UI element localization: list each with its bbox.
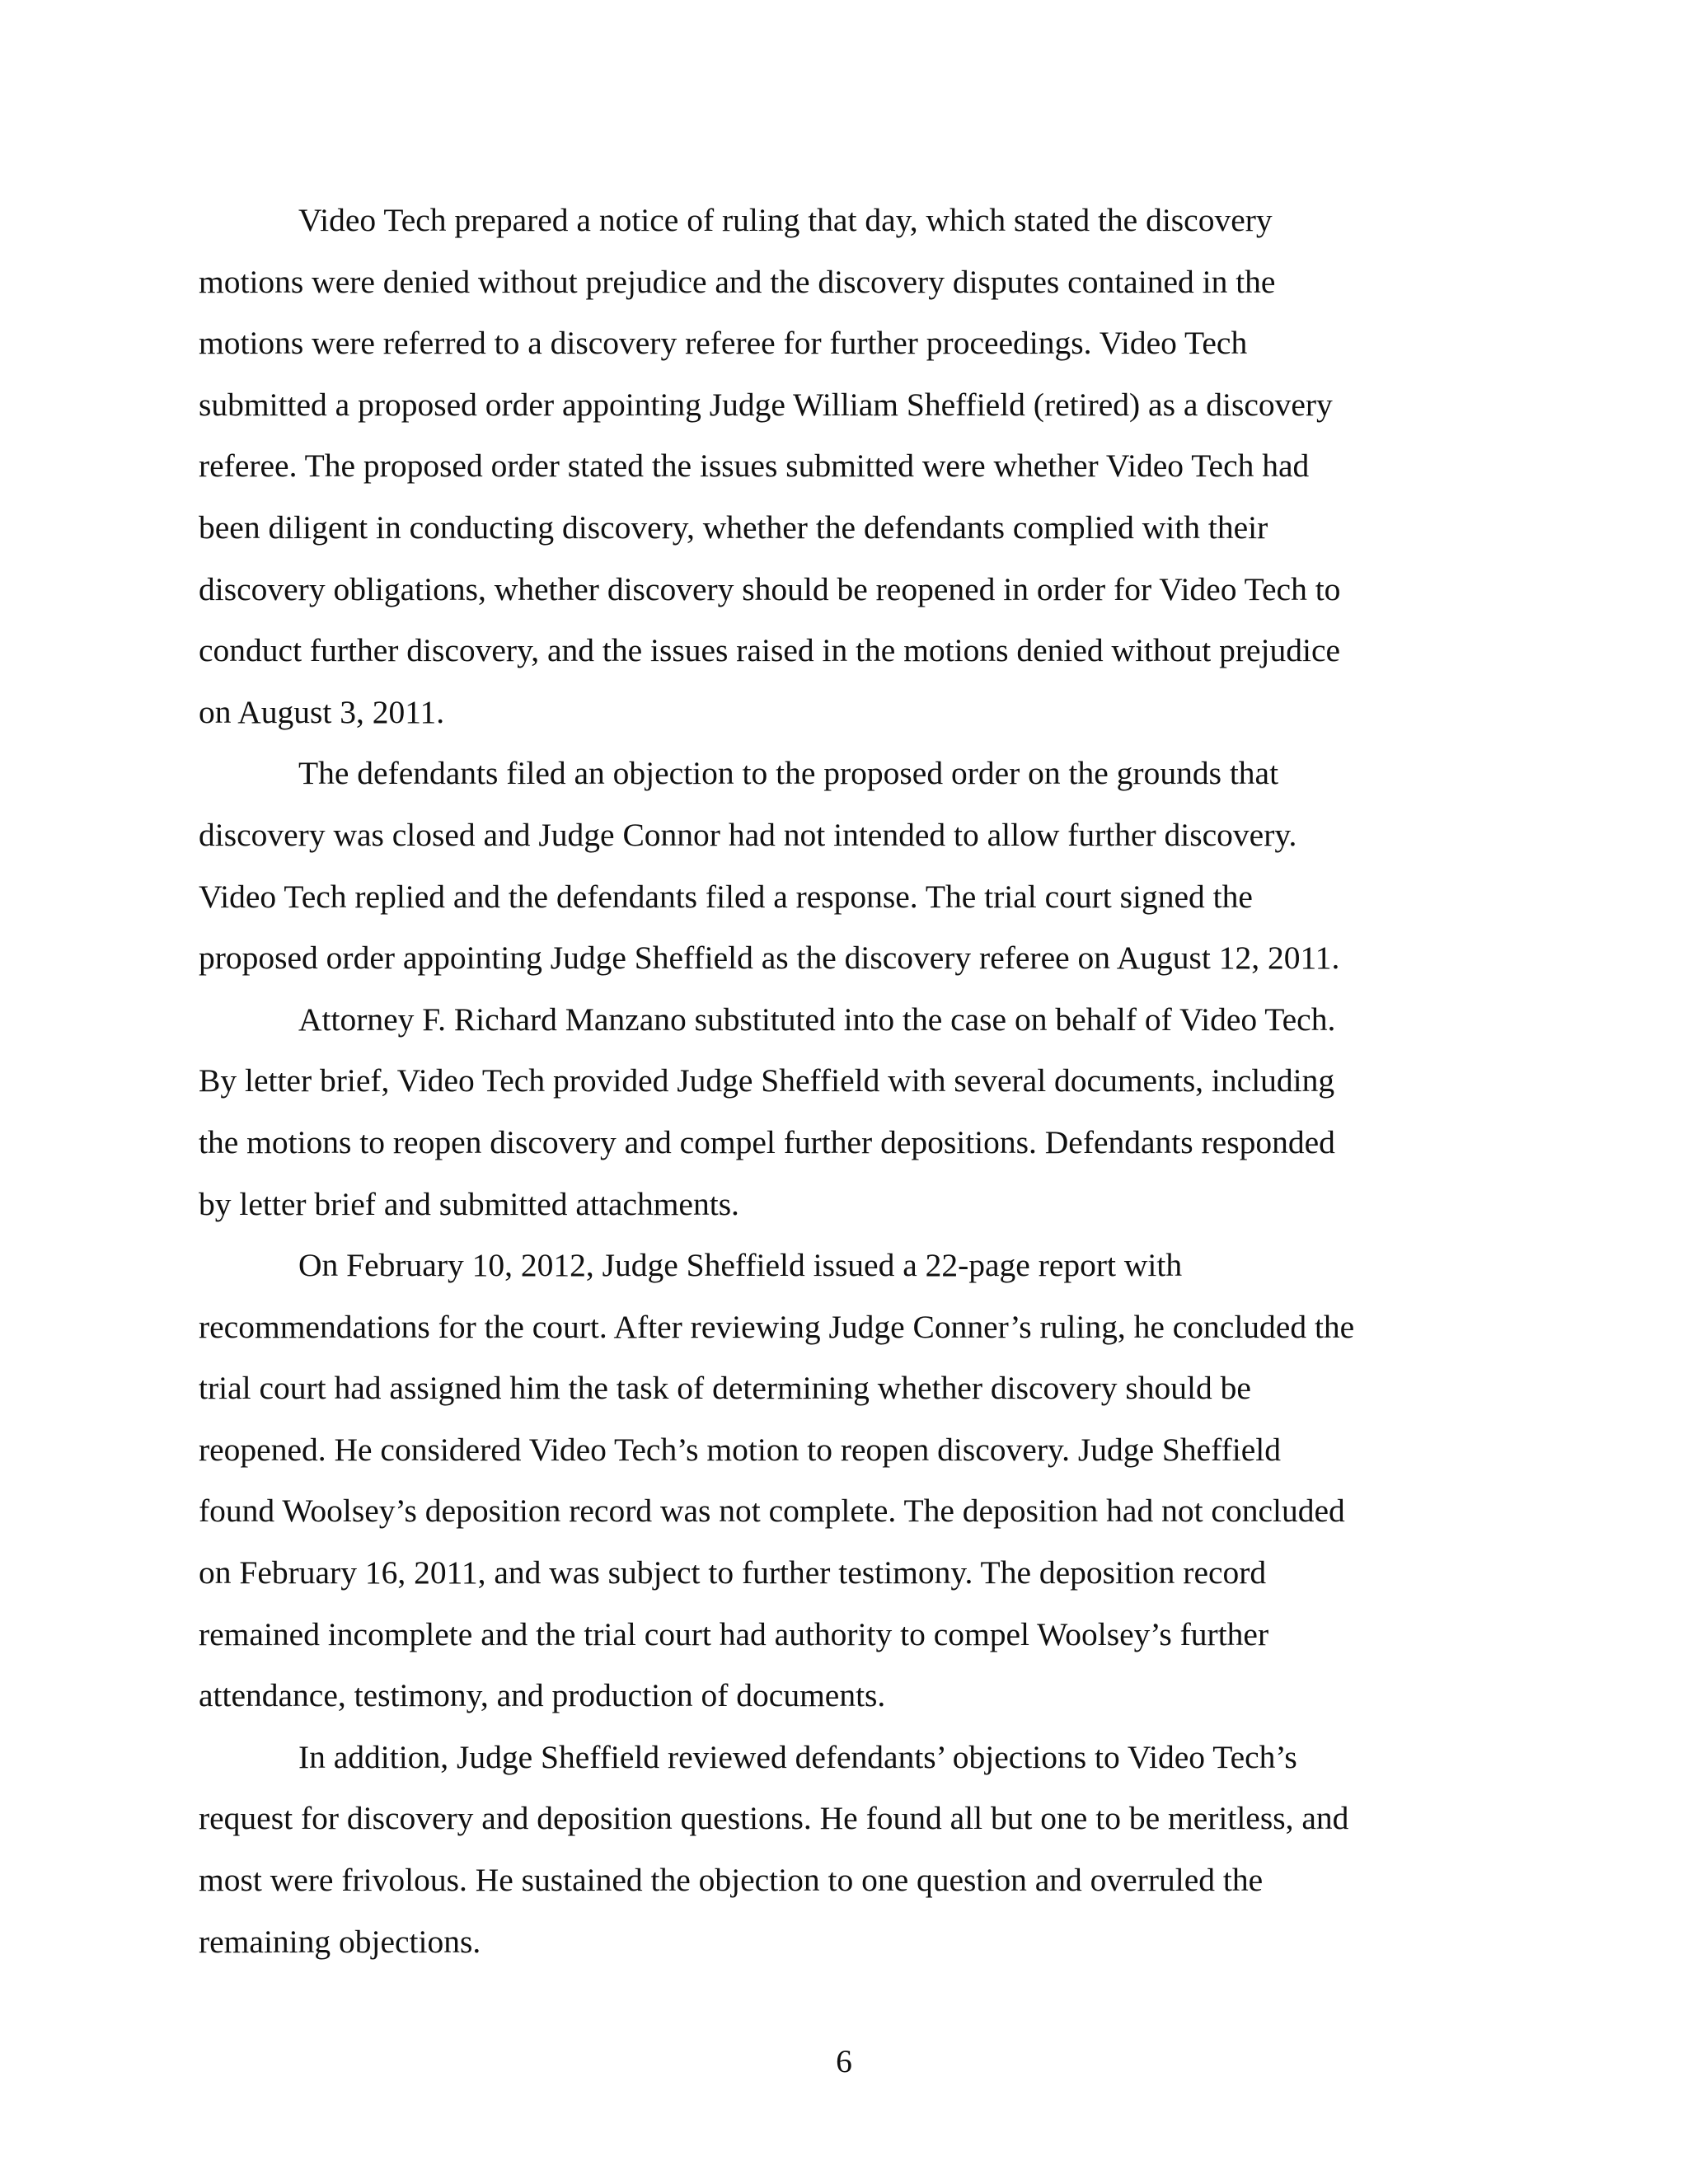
paragraph-4	[199, 1235, 1484, 1727]
text-line: On February 10, 2012, Judge Sheffield issued a 22-page report with	[298, 1247, 1183, 1284]
paragraph-5	[199, 1727, 1484, 1972]
text-line: In addition, Judge Sheffield reviewed defendants’ objections to Video Tech’s	[298, 1738, 1297, 1775]
text-line: been diligent in conducting discovery, whether the defendants complied with their	[199, 509, 1268, 546]
text-line: discovery obligations, whether discovery should be reopened in order for Video Tech to	[199, 570, 1341, 607]
text-line: referee. The proposed order stated the issues submitted were whether Video Tech had	[199, 448, 1310, 485]
text-line: submitted a proposed order appointing Judge William Sheffield (retired) as a discovery	[199, 386, 1333, 423]
text-line: on August 3, 2011.	[199, 693, 445, 730]
text-line: on February 16, 2011, and was subject to further testimony. The deposition record	[199, 1554, 1267, 1591]
text-line: most were frivolous. He sustained the objection to one question and overruled the	[199, 1862, 1264, 1899]
text-line: remained incomplete and the trial court had authority to compel Woolsey’s further	[199, 1615, 1269, 1652]
text-line: discovery was closed and Judge Connor had not intended to allow further discovery.	[199, 816, 1297, 853]
text-line: found Woolsey’s deposition record was not complete. The deposition had not concluded	[199, 1493, 1345, 1530]
text-line: by letter brief and submitted attachments.	[199, 1185, 739, 1222]
page-number: 6	[836, 2043, 852, 2079]
text-line: proposed order appointing Judge Sheffield as the discovery referee on August 12, 2011.	[199, 940, 1340, 977]
paragraph-2	[199, 743, 1484, 988]
text-line: By letter brief, Video Tech provided Judge Sheffield with several documents, including	[199, 1062, 1335, 1099]
text-line: recommendations for the court. After reviewing Judge Conner’s ruling, he concluded the	[199, 1308, 1355, 1345]
paragraph-1	[199, 190, 1484, 743]
text-line: remaining objections.	[199, 1923, 481, 1960]
text-line: conduct further discovery, and the issues raised in the motions denied without prejudice	[199, 632, 1341, 669]
document-body	[199, 190, 1484, 1972]
text-line: Video Tech replied and the defendants filed a response. The trial court signed the	[199, 878, 1253, 915]
text-line: Video Tech prepared a notice of ruling that day, which stated the discovery	[298, 202, 1273, 238]
text-line: motions were referred to a discovery referee for further proceedings. Video Tech	[199, 325, 1248, 362]
text-line: attendance, testimony, and production of documents.	[199, 1677, 886, 1714]
text-line: trial court had assigned him the task of determining whether discovery should be	[199, 1370, 1251, 1407]
text-line: reopened. He considered Video Tech’s motion to reopen discovery. Judge Sheffield	[199, 1431, 1282, 1468]
text-line: Attorney F. Richard Manzano substituted into the case on behalf of Video Tech.	[298, 1001, 1336, 1038]
text-line: The defendants filed an objection to the proposed order on the grounds that	[298, 755, 1279, 792]
text-line: request for discovery and deposition questions. He found all but one to be meritless, and	[199, 1800, 1349, 1837]
paragraph-3	[199, 989, 1484, 1235]
text-line: motions were denied without prejudice and the discovery disputes contained in the	[199, 263, 1276, 300]
text-line: the motions to reopen discovery and compel further depositions. Defendants responded	[199, 1123, 1335, 1160]
